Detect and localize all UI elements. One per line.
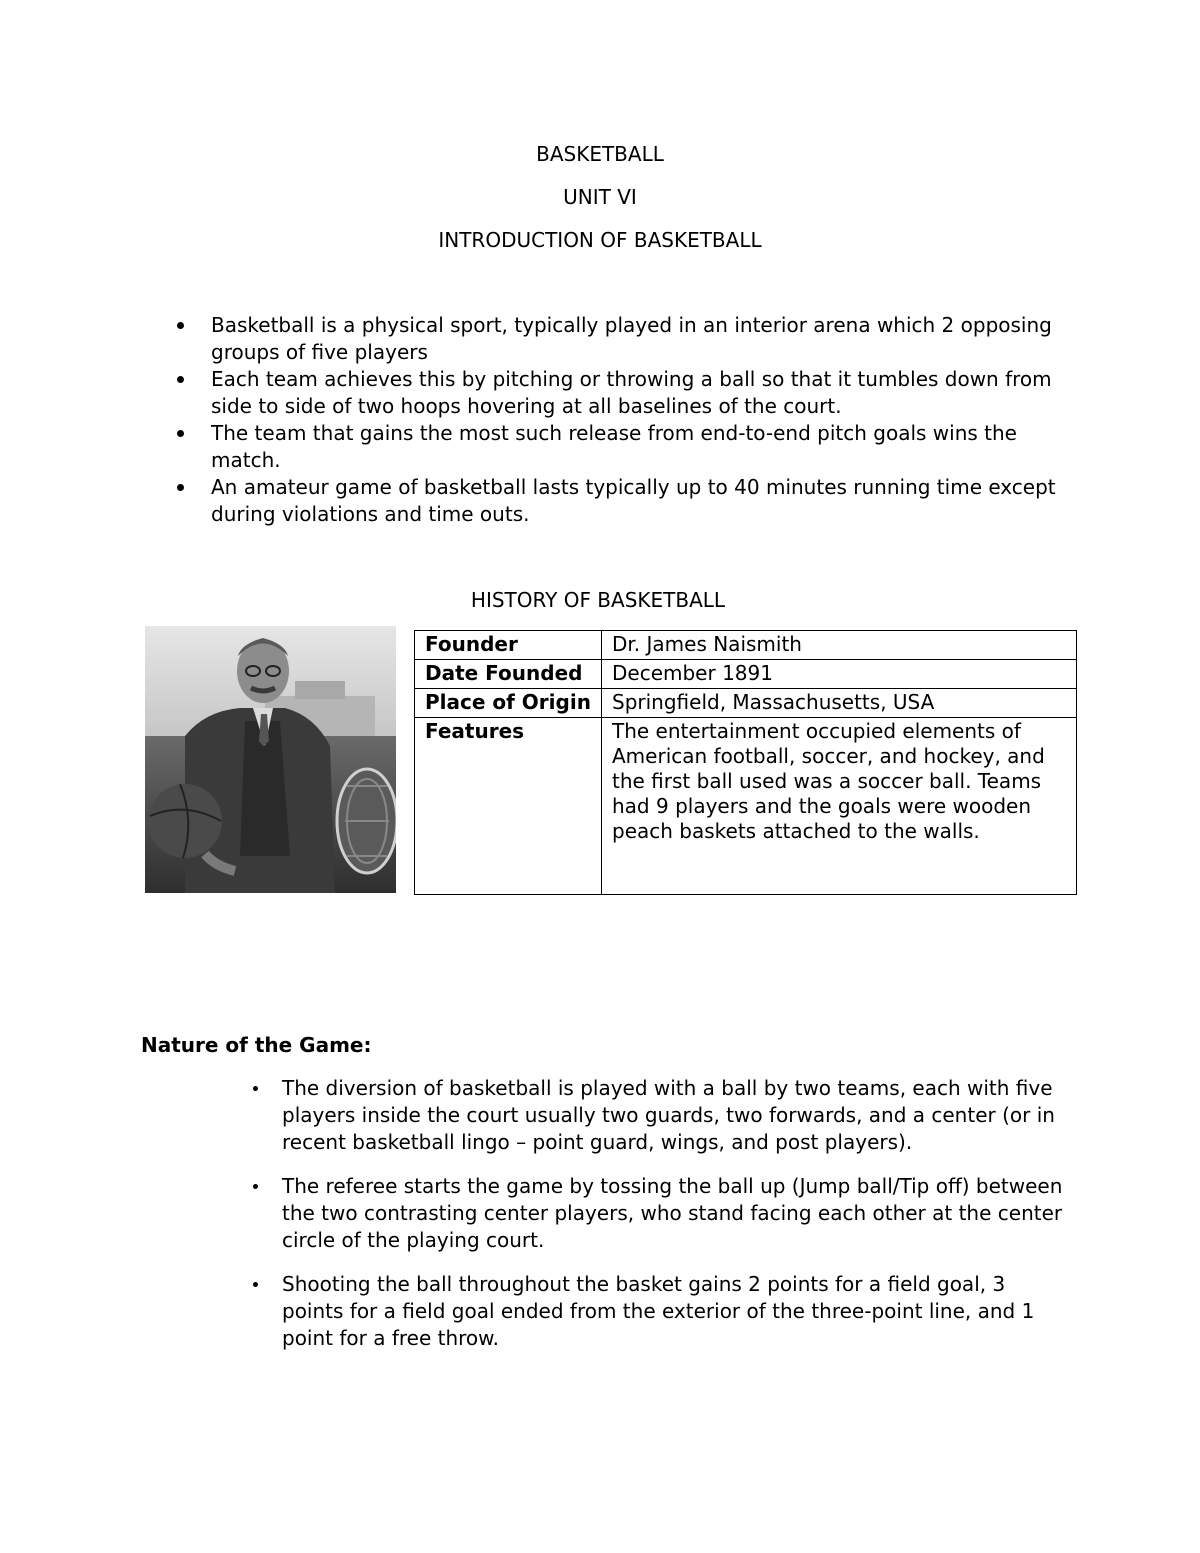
bullet-icon <box>177 322 184 329</box>
list-item: The diversion of basketball is played with a ball by two teams, each with five players inside the court usually two guards, two forwards, and a center (or in recent basketball lingo – point guard, wings, and post players). <box>249 1075 1069 1156</box>
table-key-cell: Features <box>415 718 602 895</box>
table-key-cell: Founder <box>415 631 602 660</box>
intro-heading: INTRODUCTION OF BASKETBALL <box>438 228 762 252</box>
naismith-photo <box>145 626 396 893</box>
table-key-cell: Place of Origin <box>415 689 602 718</box>
table-value-cell: The entertainment occupied elements of American football, soccer, and hockey, and the first ball used was a soccer ball. Teams had 9 players and the goals were wooden peach baskets attached to the walls. <box>602 718 1077 895</box>
bullet-icon <box>177 484 184 491</box>
table-value-cell: December 1891 <box>602 660 1077 689</box>
bullet-icon <box>177 376 184 383</box>
document-title: BASKETBALL <box>536 142 664 166</box>
list-item: An amateur game of basketball lasts typically up to 40 minutes running time except during violations and time outs. <box>172 474 1072 528</box>
nature-bullet-list <box>249 1075 1069 1369</box>
history-table <box>414 630 1077 895</box>
table-row <box>415 718 1077 895</box>
unit-label: UNIT VI <box>563 185 637 209</box>
list-item: Each team achieves this by pitching or throwing a ball so that it tumbles down from side to side of two hoops hovering at all baselines of the court. <box>172 366 1072 420</box>
bullet-icon <box>253 1282 258 1287</box>
table-key-cell: Date Founded <box>415 660 602 689</box>
table-value-cell: Dr. James Naismith <box>602 631 1077 660</box>
list-item: Shooting the ball throughout the basket gains 2 points for a field goal, 3 points for a field goal ended from the exterior of the three-point line, and 1 point for a free throw. <box>249 1271 1069 1352</box>
table-row <box>415 689 1077 718</box>
table-row <box>415 660 1077 689</box>
nature-heading: Nature of the Game: <box>141 1033 372 1057</box>
list-item: The team that gains the most such release from end-to-end pitch goals wins the match. <box>172 420 1072 474</box>
table-row <box>415 631 1077 660</box>
bullet-icon <box>177 430 184 437</box>
list-item: Basketball is a physical sport, typically played in an interior arena which 2 opposing groups of five players <box>172 312 1072 366</box>
intro-bullet-list <box>172 312 1072 528</box>
bullet-icon <box>253 1086 258 1091</box>
history-heading: HISTORY OF BASKETBALL <box>470 588 726 612</box>
bullet-icon <box>253 1184 258 1189</box>
table-value-cell: Springfield, Massachusetts, USA <box>602 689 1077 718</box>
list-item: The referee starts the game by tossing the ball up (Jump ball/Tip off) between the two contrasting center players, who stand facing each other at the center circle of the playing court. <box>249 1173 1069 1254</box>
